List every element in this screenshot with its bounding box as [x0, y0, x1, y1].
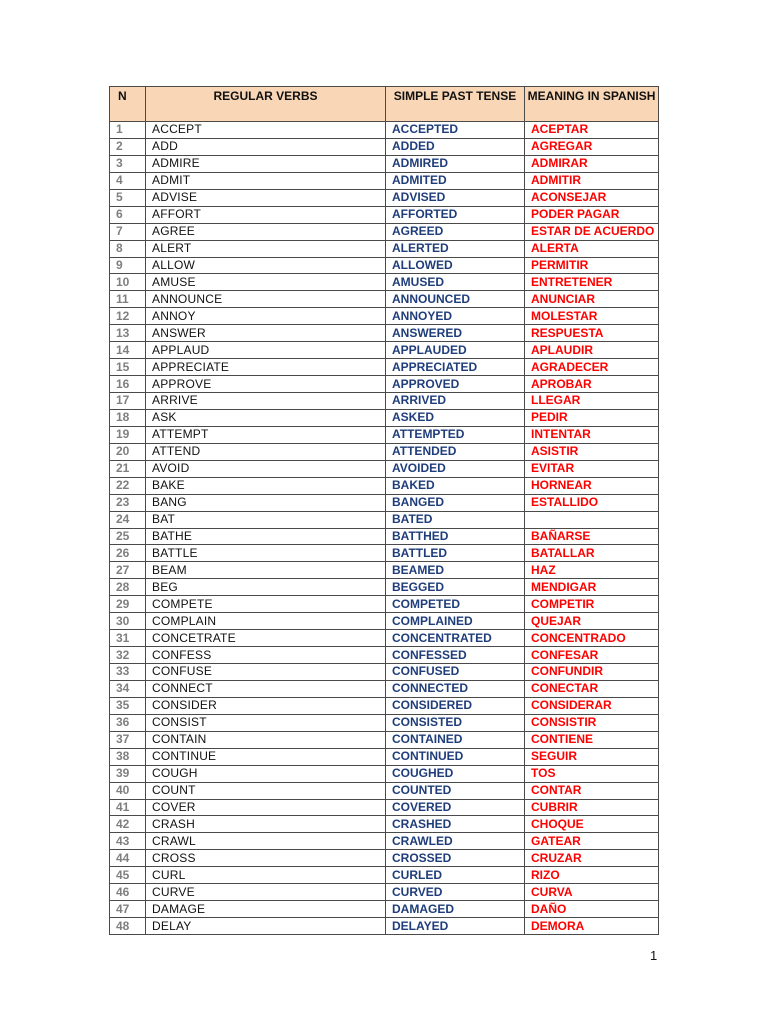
row-number: 26 — [110, 545, 146, 562]
regular-verb: ALLOW — [146, 257, 386, 274]
table-row — [110, 782, 659, 799]
regular-verb: ASK — [146, 409, 386, 426]
table-row — [110, 494, 659, 511]
row-number: 40 — [110, 782, 146, 799]
table-row — [110, 630, 659, 647]
past-tense: BAKED — [386, 477, 525, 494]
spanish-meaning: PERMITIR — [525, 257, 659, 274]
spanish-meaning: ANUNCIAR — [525, 291, 659, 308]
table-row — [110, 376, 659, 393]
regular-verb: ACCEPT — [146, 122, 386, 139]
spanish-meaning: PEDIR — [525, 409, 659, 426]
regular-verb: BEAM — [146, 562, 386, 579]
spanish-meaning: CUBRIR — [525, 799, 659, 816]
regular-verb: ADD — [146, 138, 386, 155]
regular-verb: COUGH — [146, 765, 386, 782]
past-tense: CURLED — [386, 867, 525, 884]
spanish-meaning: CONTAR — [525, 782, 659, 799]
row-number: 2 — [110, 138, 146, 155]
spanish-meaning — [525, 511, 659, 528]
past-tense: CRAWLED — [386, 833, 525, 850]
regular-verb: COVER — [146, 799, 386, 816]
past-tense: ARRIVED — [386, 393, 525, 410]
table-row — [110, 155, 659, 172]
table-row — [110, 850, 659, 867]
past-tense: AMUSED — [386, 274, 525, 291]
past-tense: CONSISTED — [386, 714, 525, 731]
row-number: 38 — [110, 748, 146, 765]
table-row — [110, 833, 659, 850]
row-number: 27 — [110, 562, 146, 579]
table-row — [110, 884, 659, 901]
table-row — [110, 308, 659, 325]
row-number: 42 — [110, 816, 146, 833]
past-tense: BATTHED — [386, 528, 525, 545]
spanish-meaning: CONTIENE — [525, 731, 659, 748]
spanish-meaning: CURVA — [525, 884, 659, 901]
row-number: 1 — [110, 122, 146, 139]
table-row — [110, 206, 659, 223]
table-row — [110, 596, 659, 613]
table-row — [110, 240, 659, 257]
spanish-meaning: CONSIDERAR — [525, 697, 659, 714]
spanish-meaning: ADMITIR — [525, 172, 659, 189]
regular-verb: APPRECIATE — [146, 359, 386, 376]
regular-verb: ATTEND — [146, 443, 386, 460]
past-tense: COVERED — [386, 799, 525, 816]
row-number: 21 — [110, 460, 146, 477]
regular-verb: BATTLE — [146, 545, 386, 562]
regular-verb: ADMIRE — [146, 155, 386, 172]
header-spanish-meaning: MEANING IN SPANISH — [525, 87, 659, 122]
past-tense: COUGHED — [386, 765, 525, 782]
regular-verb: ANNOUNCE — [146, 291, 386, 308]
past-tense: CONCENTRATED — [386, 630, 525, 647]
row-number: 30 — [110, 613, 146, 630]
regular-verb: ARRIVE — [146, 393, 386, 410]
past-tense: ACCEPTED — [386, 122, 525, 139]
spanish-meaning: HAZ — [525, 562, 659, 579]
row-number: 32 — [110, 647, 146, 664]
table-row — [110, 223, 659, 240]
spanish-meaning: ENTRETENER — [525, 274, 659, 291]
spanish-meaning: CONCENTRADO — [525, 630, 659, 647]
spanish-meaning: HORNEAR — [525, 477, 659, 494]
table-row — [110, 799, 659, 816]
table-row — [110, 714, 659, 731]
spanish-meaning: ACEPTAR — [525, 122, 659, 139]
header-simple-past: SIMPLE PAST TENSE — [386, 87, 525, 122]
past-tense: CONTINUED — [386, 748, 525, 765]
row-number: 33 — [110, 664, 146, 681]
row-number: 45 — [110, 867, 146, 884]
spanish-meaning: QUEJAR — [525, 613, 659, 630]
row-number: 6 — [110, 206, 146, 223]
spanish-meaning: RIZO — [525, 867, 659, 884]
table-row — [110, 647, 659, 664]
past-tense: CONNECTED — [386, 680, 525, 697]
spanish-meaning: BATALLAR — [525, 545, 659, 562]
spanish-meaning: CONSISTIR — [525, 714, 659, 731]
table-row — [110, 172, 659, 189]
past-tense: BEAMED — [386, 562, 525, 579]
spanish-meaning: AGREGAR — [525, 138, 659, 155]
table-row — [110, 274, 659, 291]
row-number: 14 — [110, 342, 146, 359]
past-tense: CROSSED — [386, 850, 525, 867]
spanish-meaning: EVITAR — [525, 460, 659, 477]
row-number: 18 — [110, 409, 146, 426]
header-number: N — [110, 87, 146, 122]
table-row — [110, 765, 659, 782]
past-tense: CONFUSED — [386, 664, 525, 681]
regular-verb: COUNT — [146, 782, 386, 799]
spanish-meaning: APLAUDIR — [525, 342, 659, 359]
table-row — [110, 731, 659, 748]
past-tense: ATTENDED — [386, 443, 525, 460]
past-tense: CONSIDERED — [386, 697, 525, 714]
past-tense: ADDED — [386, 138, 525, 155]
table-row — [110, 342, 659, 359]
row-number: 48 — [110, 918, 146, 935]
regular-verb: DELAY — [146, 918, 386, 935]
spanish-meaning: CONECTAR — [525, 680, 659, 697]
past-tense: DELAYED — [386, 918, 525, 935]
past-tense: COUNTED — [386, 782, 525, 799]
table-row — [110, 697, 659, 714]
row-number: 19 — [110, 426, 146, 443]
row-number: 4 — [110, 172, 146, 189]
table-row — [110, 664, 659, 681]
row-number: 11 — [110, 291, 146, 308]
past-tense: COMPLAINED — [386, 613, 525, 630]
regular-verb: CURVE — [146, 884, 386, 901]
row-number: 8 — [110, 240, 146, 257]
spanish-meaning: ESTALLIDO — [525, 494, 659, 511]
spanish-meaning: PODER PAGAR — [525, 206, 659, 223]
table-row — [110, 867, 659, 884]
past-tense: ATTEMPTED — [386, 426, 525, 443]
row-number: 43 — [110, 833, 146, 850]
regular-verb: DAMAGE — [146, 901, 386, 918]
table-row — [110, 528, 659, 545]
past-tense: ADMITED — [386, 172, 525, 189]
past-tense: COMPETED — [386, 596, 525, 613]
table-row — [110, 122, 659, 139]
spanish-meaning: ADMIRAR — [525, 155, 659, 172]
table-row — [110, 680, 659, 697]
spanish-meaning: GATEAR — [525, 833, 659, 850]
regular-verb: APPROVE — [146, 376, 386, 393]
regular-verb: COMPETE — [146, 596, 386, 613]
regular-verb: ANNOY — [146, 308, 386, 325]
regular-verb: CONTINUE — [146, 748, 386, 765]
past-tense: BATED — [386, 511, 525, 528]
regular-verb: CONSIDER — [146, 697, 386, 714]
past-tense: ANNOYED — [386, 308, 525, 325]
row-number: 15 — [110, 359, 146, 376]
row-number: 7 — [110, 223, 146, 240]
table-row — [110, 816, 659, 833]
row-number: 39 — [110, 765, 146, 782]
regular-verb: COMPLAIN — [146, 613, 386, 630]
spanish-meaning: DEMORA — [525, 918, 659, 935]
row-number: 12 — [110, 308, 146, 325]
regular-verb: CRASH — [146, 816, 386, 833]
spanish-meaning: CONFESAR — [525, 647, 659, 664]
regular-verb: CONTAIN — [146, 731, 386, 748]
regular-verb: AMUSE — [146, 274, 386, 291]
regular-verb: ADVISE — [146, 189, 386, 206]
row-number: 3 — [110, 155, 146, 172]
past-tense: ANSWERED — [386, 325, 525, 342]
table-header-row — [110, 87, 659, 122]
row-number: 17 — [110, 393, 146, 410]
spanish-meaning: MENDIGAR — [525, 579, 659, 596]
row-number: 44 — [110, 850, 146, 867]
row-number: 37 — [110, 731, 146, 748]
row-number: 36 — [110, 714, 146, 731]
table-row — [110, 138, 659, 155]
past-tense: AGREED — [386, 223, 525, 240]
row-number: 28 — [110, 579, 146, 596]
table-row — [110, 393, 659, 410]
table-row — [110, 613, 659, 630]
row-number: 23 — [110, 494, 146, 511]
spanish-meaning: MOLESTAR — [525, 308, 659, 325]
past-tense: ALERTED — [386, 240, 525, 257]
spanish-meaning: CONFUNDIR — [525, 664, 659, 681]
regular-verb: CRAWL — [146, 833, 386, 850]
spanish-meaning: DAÑO — [525, 901, 659, 918]
page-number: 1 — [650, 948, 658, 963]
table-row — [110, 748, 659, 765]
table-row — [110, 511, 659, 528]
row-number: 25 — [110, 528, 146, 545]
table-row — [110, 359, 659, 376]
table-row — [110, 291, 659, 308]
row-number: 9 — [110, 257, 146, 274]
header-regular-verbs: REGULAR VERBS — [146, 87, 386, 122]
table-row — [110, 189, 659, 206]
past-tense: DAMAGED — [386, 901, 525, 918]
table-row — [110, 325, 659, 342]
row-number: 5 — [110, 189, 146, 206]
spanish-meaning: ACONSEJAR — [525, 189, 659, 206]
spanish-meaning: ESTAR DE ACUERDO — [525, 223, 659, 240]
past-tense: AFFORTED — [386, 206, 525, 223]
regular-verb: CONSIST — [146, 714, 386, 731]
row-number: 41 — [110, 799, 146, 816]
table-row — [110, 460, 659, 477]
spanish-meaning: AGRADECER — [525, 359, 659, 376]
spanish-meaning: ALERTA — [525, 240, 659, 257]
row-number: 31 — [110, 630, 146, 647]
regular-verb: ADMIT — [146, 172, 386, 189]
row-number: 13 — [110, 325, 146, 342]
row-number: 34 — [110, 680, 146, 697]
past-tense: CURVED — [386, 884, 525, 901]
past-tense: APPROVED — [386, 376, 525, 393]
spanish-meaning: INTENTAR — [525, 426, 659, 443]
table-row — [110, 409, 659, 426]
row-number: 24 — [110, 511, 146, 528]
past-tense: ADMIRED — [386, 155, 525, 172]
past-tense: AVOIDED — [386, 460, 525, 477]
regular-verb: ALERT — [146, 240, 386, 257]
row-number: 29 — [110, 596, 146, 613]
regular-verb: AFFORT — [146, 206, 386, 223]
regular-verb: BATHE — [146, 528, 386, 545]
regular-verb: BANG — [146, 494, 386, 511]
spanish-meaning: TOS — [525, 765, 659, 782]
row-number: 20 — [110, 443, 146, 460]
past-tense: BANGED — [386, 494, 525, 511]
table-row — [110, 257, 659, 274]
table-row — [110, 562, 659, 579]
table-row — [110, 901, 659, 918]
spanish-meaning: ASISTIR — [525, 443, 659, 460]
table-row — [110, 545, 659, 562]
spanish-meaning: CRUZAR — [525, 850, 659, 867]
past-tense: BEGGED — [386, 579, 525, 596]
regular-verb: BAKE — [146, 477, 386, 494]
regular-verb: CONFESS — [146, 647, 386, 664]
row-number: 10 — [110, 274, 146, 291]
spanish-meaning: RESPUESTA — [525, 325, 659, 342]
regular-verb: BAT — [146, 511, 386, 528]
regular-verb: AVOID — [146, 460, 386, 477]
row-number: 47 — [110, 901, 146, 918]
regular-verb: APPLAUD — [146, 342, 386, 359]
regular-verb: AGREE — [146, 223, 386, 240]
verbs-table — [109, 86, 659, 935]
regular-verb: ANSWER — [146, 325, 386, 342]
regular-verb: CURL — [146, 867, 386, 884]
table-row — [110, 426, 659, 443]
spanish-meaning: LLEGAR — [525, 393, 659, 410]
spanish-meaning: APROBAR — [525, 376, 659, 393]
row-number: 22 — [110, 477, 146, 494]
past-tense: CONFESSED — [386, 647, 525, 664]
past-tense: ALLOWED — [386, 257, 525, 274]
past-tense: APPLAUDED — [386, 342, 525, 359]
spanish-meaning: BAÑARSE — [525, 528, 659, 545]
regular-verb: CONCETRATE — [146, 630, 386, 647]
spanish-meaning: COMPETIR — [525, 596, 659, 613]
past-tense: CRASHED — [386, 816, 525, 833]
regular-verb: CONNECT — [146, 680, 386, 697]
past-tense: BATTLED — [386, 545, 525, 562]
past-tense: APPRECIATED — [386, 359, 525, 376]
past-tense: ANNOUNCED — [386, 291, 525, 308]
regular-verb: BEG — [146, 579, 386, 596]
row-number: 16 — [110, 376, 146, 393]
past-tense: ASKED — [386, 409, 525, 426]
table-row — [110, 918, 659, 935]
spanish-meaning: CHOQUE — [525, 816, 659, 833]
row-number: 46 — [110, 884, 146, 901]
table-row — [110, 579, 659, 596]
regular-verb: CROSS — [146, 850, 386, 867]
spanish-meaning: SEGUIR — [525, 748, 659, 765]
regular-verb: ATTEMPT — [146, 426, 386, 443]
past-tense: CONTAINED — [386, 731, 525, 748]
row-number: 35 — [110, 697, 146, 714]
regular-verb: CONFUSE — [146, 664, 386, 681]
past-tense: ADVISED — [386, 189, 525, 206]
table-row — [110, 477, 659, 494]
table-row — [110, 443, 659, 460]
